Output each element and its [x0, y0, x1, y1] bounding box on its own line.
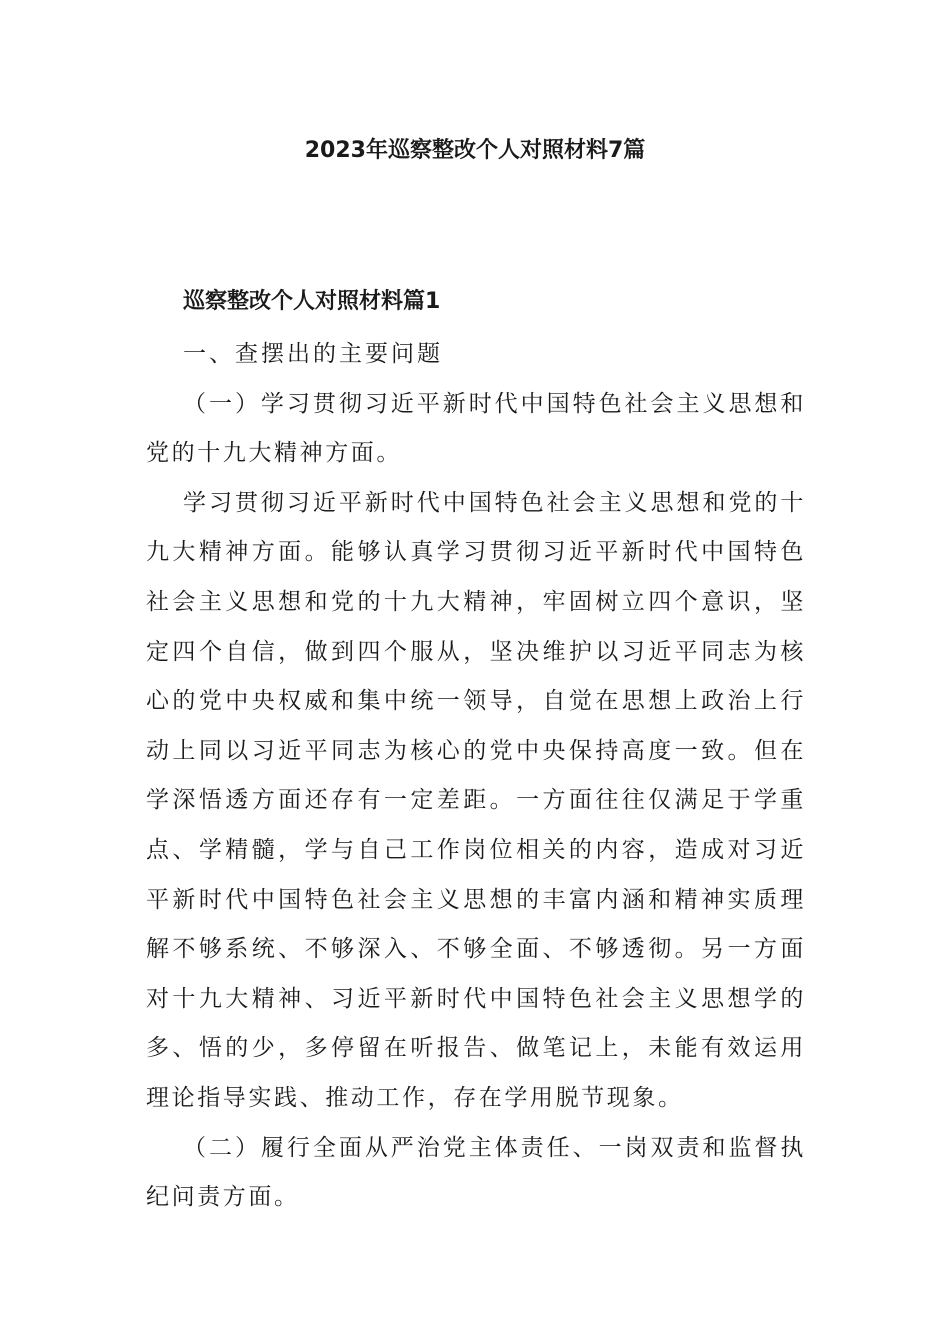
paragraph-subheading-2: （二）履行全面从严治党主体责任、一岗双责和监督执纪问责方面。 [146, 1134, 806, 1211]
document-title: 2023年巡察整改个人对照材料7篇 [304, 138, 646, 163]
paragraph-subheading-1: （一）学习贯彻习近平新时代中国特色社会主义思想和党的十九大精神方面。 [146, 390, 806, 467]
paragraph-body-1: 学习贯彻习近平新时代中国特色社会主义思想和党的十九大精神方面。能够认真学习贯彻习近平新时代中国特色社会主义思想和党的十九大精神，牢固树立四个意识，坚定四个自信，做到四个服从，坚决维护以习近平同志为核心的党中央权威和集中统一领导，自觉在思想上政治上行动上同以习近平同志为核心的党中央保持高度一致。但在学深悟透方面还存有一定差距。一方面往往仅满足于学重点、学精髓，学与自己工作岗位相关的内容，造成对习近平新时代中国特色社会主义思想的丰富内涵和精神实质理解不够系统、不够深入、不够全面、不够透彻。另一方面对十九大精神、习近平新时代中国特色社会主义思想学的多、悟的少，多停留在听报告、做笔记上，未能有效运用理论指导实践、推动工作，存在学用脱节现象。 [146, 489, 806, 1111]
document-body [146, 330, 806, 1223]
paragraph-main-problems-heading: 一、查摆出的主要问题 [183, 341, 443, 367]
section-heading: 巡察整改个人对照材料篇1 [183, 289, 441, 314]
